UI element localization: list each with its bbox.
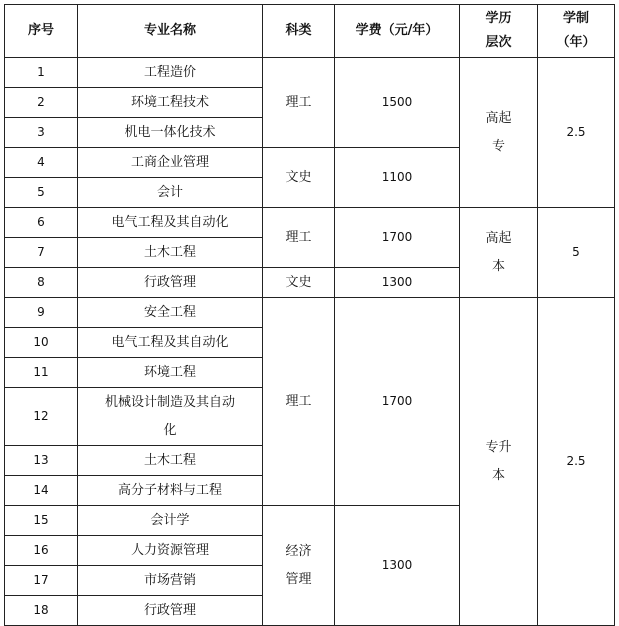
level-line1: 高起	[485, 230, 512, 246]
row-index: 2	[5, 88, 78, 118]
row-index: 8	[5, 268, 78, 298]
header-duration	[538, 5, 615, 58]
duration-cell: 2.5	[538, 58, 615, 208]
category-cell: 理工	[263, 208, 335, 268]
category-line1: 经济	[285, 543, 312, 559]
row-index: 13	[5, 446, 78, 476]
row-index: 6	[5, 208, 78, 238]
row-index: 3	[5, 118, 78, 148]
row-major: 市场营销	[78, 566, 263, 596]
row-index: 11	[5, 358, 78, 388]
row-major: 土木工程	[78, 446, 263, 476]
row-major: 高分子材料与工程	[78, 476, 263, 506]
category-line2: 管理	[285, 571, 312, 587]
row-major: 会计学	[78, 506, 263, 536]
header-duration-line2: （年）	[556, 35, 596, 50]
row-index: 9	[5, 298, 78, 328]
level-line1: 专升	[485, 439, 512, 455]
fee-cell: 1300	[335, 506, 460, 626]
row-major: 安全工程	[78, 298, 263, 328]
row-major: 土木工程	[78, 238, 263, 268]
row-index: 4	[5, 148, 78, 178]
header-fee: 学费（元/年）	[335, 5, 460, 58]
level-line1: 高起	[485, 110, 512, 126]
level-line2: 专	[491, 138, 505, 154]
row-index: 5	[5, 178, 78, 208]
row-index: 18	[5, 596, 78, 626]
header-level-line2: 层次	[485, 35, 512, 50]
header-level-line1: 学历	[485, 11, 512, 26]
header-category: 科类	[263, 5, 335, 58]
row-major: 行政管理	[78, 596, 263, 626]
fee-cell: 1700	[335, 208, 460, 268]
fee-cell: 1300	[335, 268, 460, 298]
row-major: 人力资源管理	[78, 536, 263, 566]
header-level	[460, 5, 538, 58]
row-index: 15	[5, 506, 78, 536]
duration-cell: 5	[538, 208, 615, 298]
row-major	[78, 388, 263, 446]
row-index: 14	[5, 476, 78, 506]
row-major: 电气工程及其自动化	[78, 208, 263, 238]
row-index: 7	[5, 238, 78, 268]
row-major: 行政管理	[78, 268, 263, 298]
category-cell: 文史	[263, 268, 335, 298]
category-cell	[263, 506, 335, 626]
row-major: 工程造价	[78, 58, 263, 88]
fee-cell: 1500	[335, 58, 460, 148]
level-line2: 本	[491, 467, 505, 483]
row-index: 1	[5, 58, 78, 88]
row-index: 10	[5, 328, 78, 358]
row-major-line1: 机械设计制造及其自动	[104, 394, 235, 410]
category-cell: 文史	[263, 148, 335, 208]
level-cell	[460, 298, 538, 626]
fee-cell: 1700	[335, 298, 460, 506]
row-major: 会计	[78, 178, 263, 208]
header-row	[5, 5, 615, 58]
row-index: 16	[5, 536, 78, 566]
table-row	[5, 58, 615, 88]
fee-cell: 1100	[335, 148, 460, 208]
header-duration-line1: 学制	[562, 11, 589, 26]
row-major-line2: 化	[163, 422, 177, 438]
row-major: 机电一体化技术	[78, 118, 263, 148]
row-major: 电气工程及其自动化	[78, 328, 263, 358]
row-index: 17	[5, 566, 78, 596]
duration-cell: 2.5	[538, 298, 615, 626]
category-cell: 理工	[263, 58, 335, 148]
table-row	[5, 298, 615, 328]
row-index: 12	[5, 388, 78, 446]
level-cell	[460, 208, 538, 298]
row-major: 工商企业管理	[78, 148, 263, 178]
category-cell: 理工	[263, 298, 335, 506]
level-line2: 本	[491, 258, 505, 274]
row-major: 环境工程	[78, 358, 263, 388]
row-major: 环境工程技术	[78, 88, 263, 118]
tuition-table	[4, 4, 615, 626]
table-row	[5, 208, 615, 238]
header-index: 序号	[5, 5, 78, 58]
header-major: 专业名称	[78, 5, 263, 58]
level-cell	[460, 58, 538, 208]
